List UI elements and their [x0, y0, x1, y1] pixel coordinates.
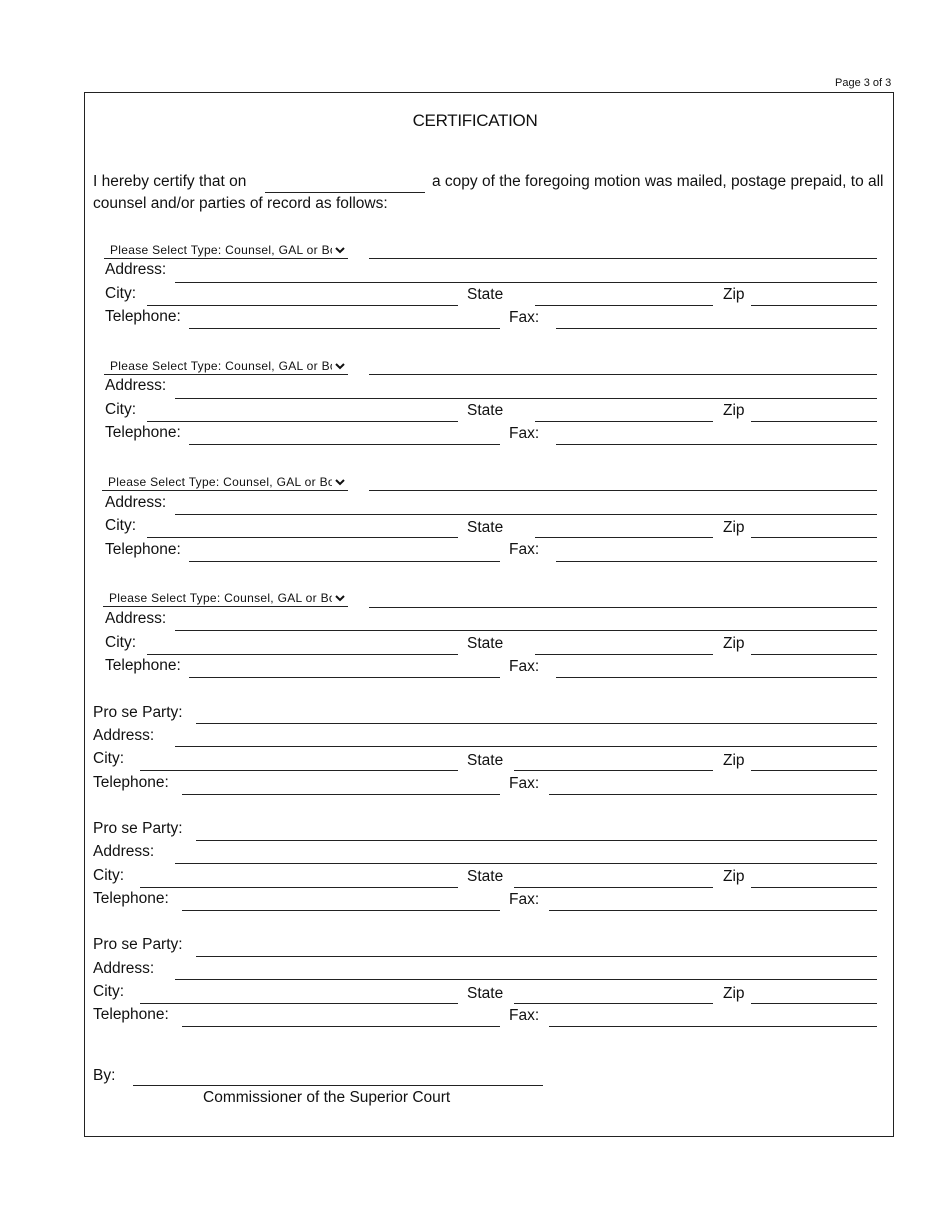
page-title: CERTIFICATION — [412, 111, 538, 130]
state-label: State — [467, 635, 504, 652]
telephone-input[interactable] — [189, 660, 500, 678]
state-label: State — [467, 519, 504, 536]
fax-label: Fax: — [509, 775, 540, 792]
state-input[interactable] — [514, 870, 713, 888]
fax-label: Fax: — [509, 309, 540, 326]
address-input[interactable] — [175, 265, 877, 283]
city-label: City: — [105, 285, 136, 302]
fax-input[interactable] — [549, 893, 877, 911]
address-input[interactable] — [175, 613, 877, 631]
telephone-label: Telephone: — [105, 308, 181, 325]
zip-label: Zip — [723, 985, 745, 1002]
state-label: State — [467, 286, 504, 303]
fax-label: Fax: — [509, 425, 540, 442]
city-label: City: — [93, 867, 124, 884]
state-input[interactable] — [535, 288, 713, 306]
counsel-name-input[interactable] — [369, 473, 877, 491]
fax-label: Fax: — [509, 891, 540, 908]
fax-input[interactable] — [556, 544, 877, 562]
telephone-input[interactable] — [182, 777, 500, 795]
telephone-label: Telephone: — [93, 774, 169, 791]
signature-caption: Commissioner of the Superior Court — [203, 1089, 451, 1106]
pro-se-label: Pro se Party: — [93, 704, 183, 721]
city-input[interactable] — [147, 404, 458, 422]
city-input[interactable] — [147, 637, 458, 655]
city-input[interactable] — [147, 520, 458, 538]
page-number: Page 3 of 3 — [835, 77, 892, 89]
fax-input[interactable] — [549, 777, 877, 795]
type-select[interactable] — [104, 357, 348, 375]
intro-suffix: a copy of the foregoing motion was mailed, postage prepaid, to all — [432, 173, 884, 190]
type-select[interactable] — [102, 473, 348, 491]
state-label: State — [467, 752, 504, 769]
counsel-name-input[interactable] — [369, 590, 877, 608]
telephone-label: Telephone: — [93, 890, 169, 907]
certification-date-input[interactable] — [265, 175, 425, 193]
fax-input[interactable] — [556, 311, 877, 329]
address-input[interactable] — [175, 497, 877, 515]
counsel-name-input[interactable] — [369, 357, 877, 375]
address-input[interactable] — [175, 729, 877, 747]
state-label: State — [467, 985, 504, 1002]
intro-prefix: I hereby certify that on — [93, 173, 247, 190]
address-input[interactable] — [175, 381, 877, 399]
pro-se-label: Pro se Party: — [93, 936, 183, 953]
address-label: Address: — [105, 610, 167, 627]
city-input[interactable] — [140, 753, 458, 771]
address-label: Address: — [93, 843, 155, 860]
city-input[interactable] — [140, 870, 458, 888]
city-input[interactable] — [140, 986, 458, 1004]
type-select[interactable] — [103, 589, 348, 607]
city-label: City: — [105, 634, 136, 651]
zip-label: Zip — [723, 635, 745, 652]
zip-label: Zip — [723, 752, 745, 769]
zip-input[interactable] — [751, 637, 877, 655]
telephone-input[interactable] — [189, 544, 500, 562]
fax-label: Fax: — [509, 541, 540, 558]
city-label: City: — [105, 401, 136, 418]
state-input[interactable] — [535, 520, 713, 538]
address-input[interactable] — [175, 962, 877, 980]
state-label: State — [467, 402, 504, 419]
state-input[interactable] — [514, 986, 713, 1004]
fax-label: Fax: — [509, 658, 540, 675]
zip-label: Zip — [723, 402, 745, 419]
telephone-input[interactable] — [182, 1009, 500, 1027]
zip-input[interactable] — [751, 753, 877, 771]
telephone-label: Telephone: — [105, 657, 181, 674]
telephone-label: Telephone: — [93, 1006, 169, 1023]
address-label: Address: — [105, 261, 167, 278]
fax-label: Fax: — [509, 1007, 540, 1024]
type-select[interactable] — [104, 241, 348, 259]
state-input[interactable] — [514, 753, 713, 771]
counsel-name-input[interactable] — [369, 241, 877, 259]
telephone-label: Telephone: — [105, 424, 181, 441]
address-label: Address: — [93, 727, 155, 744]
state-label: State — [467, 868, 504, 885]
city-label: City: — [105, 517, 136, 534]
telephone-input[interactable] — [182, 893, 500, 911]
zip-input[interactable] — [751, 520, 877, 538]
pro-se-label: Pro se Party: — [93, 820, 183, 837]
fax-input[interactable] — [556, 427, 877, 445]
telephone-label: Telephone: — [105, 541, 181, 558]
intro-line-2: counsel and/or parties of record as follows: — [93, 195, 388, 212]
address-input[interactable] — [175, 846, 877, 864]
address-label: Address: — [105, 377, 167, 394]
by-label: By: — [93, 1067, 116, 1084]
zip-label: Zip — [723, 868, 745, 885]
city-label: City: — [93, 983, 124, 1000]
zip-label: Zip — [723, 519, 745, 536]
telephone-input[interactable] — [189, 427, 500, 445]
city-label: City: — [93, 750, 124, 767]
zip-label: Zip — [723, 286, 745, 303]
zip-input[interactable] — [751, 404, 877, 422]
zip-input[interactable] — [751, 870, 877, 888]
signature-input[interactable] — [133, 1068, 543, 1086]
fax-input[interactable] — [556, 660, 877, 678]
address-label: Address: — [105, 494, 167, 511]
state-input[interactable] — [535, 637, 713, 655]
city-input[interactable] — [147, 288, 458, 306]
telephone-input[interactable] — [189, 311, 500, 329]
zip-input[interactable] — [751, 288, 877, 306]
zip-input[interactable] — [751, 986, 877, 1004]
pro-se-name-input[interactable] — [196, 939, 877, 957]
pro-se-name-input[interactable] — [196, 823, 877, 841]
state-input[interactable] — [535, 404, 713, 422]
fax-input[interactable] — [549, 1009, 877, 1027]
pro-se-name-input[interactable] — [196, 706, 877, 724]
address-label: Address: — [93, 960, 155, 977]
